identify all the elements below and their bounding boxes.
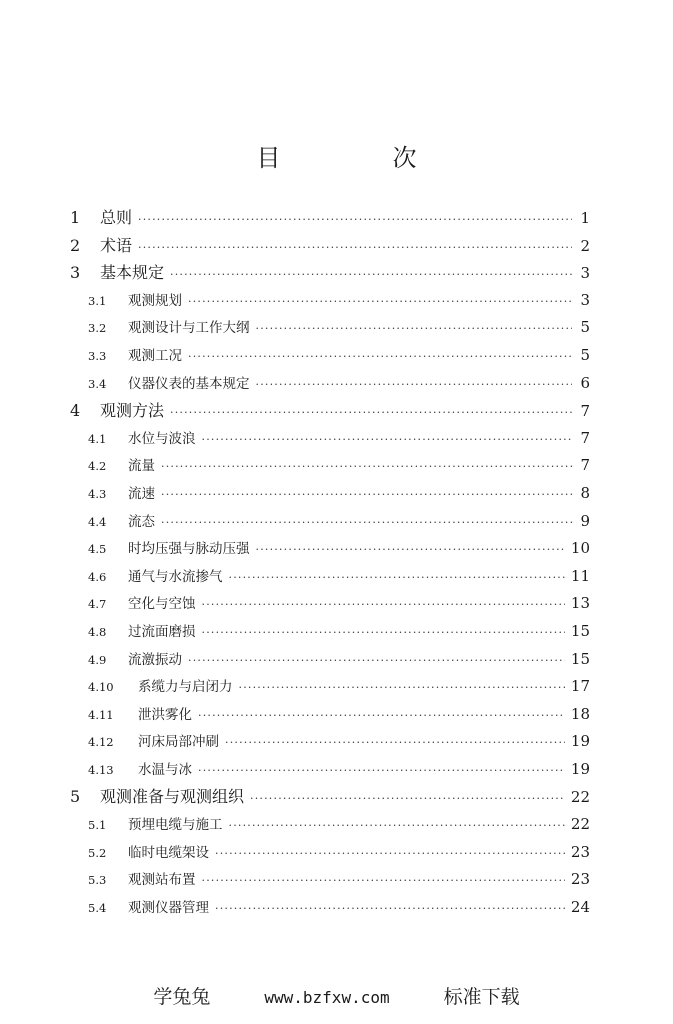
toc-page-number: 23: [570, 842, 590, 861]
toc-dot-leader: [215, 895, 565, 923]
toc-title: 预埋电缆与施工: [128, 817, 223, 834]
toc-dot-leader: [239, 674, 565, 702]
toc-dot-leader: [256, 371, 573, 399]
toc-page-number: 19: [570, 759, 590, 778]
toc-section-row[interactable]: [70, 839, 590, 867]
toc-title: 观测设计与工作大纲: [128, 320, 250, 337]
toc-section-row[interactable]: [70, 425, 590, 453]
toc-section-row[interactable]: [70, 894, 590, 922]
toc-number: 4.2: [88, 459, 107, 474]
toc-dot-leader: [256, 536, 565, 564]
page-title: 目 次: [256, 144, 461, 172]
toc-dot-leader: [161, 509, 572, 537]
toc-page-number: 11: [570, 566, 590, 585]
toc-section-row[interactable]: [70, 673, 590, 701]
toc-page-number: 22: [570, 788, 590, 807]
toc-page-number: 2: [580, 236, 590, 255]
toc-number: 3.4: [88, 376, 107, 391]
toc-page-number: 15: [570, 649, 590, 668]
toc-title: 流速: [128, 485, 155, 502]
toc-dot-leader: [198, 702, 565, 730]
toc-number: 4.7: [88, 597, 107, 612]
toc-section-row[interactable]: [70, 287, 590, 315]
toc-title: 总则: [100, 208, 133, 227]
toc-number: 3: [70, 263, 81, 283]
toc-section-row[interactable]: [70, 866, 590, 894]
toc-section-row[interactable]: [70, 563, 590, 591]
toc-title: 流态: [128, 513, 155, 530]
toc-dot-leader: [188, 343, 572, 371]
toc-number: 4: [70, 401, 81, 421]
toc-dot-leader: [188, 647, 565, 675]
toc-section-row[interactable]: [70, 646, 590, 674]
toc-number: 4.13: [88, 762, 114, 777]
toc-title: 观测准备与观测组织: [100, 787, 245, 807]
toc-dot-leader: [161, 481, 572, 509]
toc-chapter-row[interactable]: [70, 232, 590, 260]
toc-title: 观测方法: [100, 401, 165, 421]
toc-title: 河床局部冲刷: [138, 734, 219, 751]
toc-page-number: 19: [570, 732, 590, 751]
toc-title: 系缆力与启闭力: [138, 679, 233, 696]
footer-site-name: 学兔兔: [153, 986, 211, 1008]
toc-title: 观测工况: [128, 347, 182, 364]
footer-url[interactable]: www.bzfxw.com: [264, 988, 390, 1007]
toc-dot-leader: [188, 288, 572, 316]
toc-section-row[interactable]: [70, 701, 590, 729]
toc-title: 水位与波浪: [128, 430, 196, 447]
toc-number: 4.6: [88, 569, 107, 584]
toc-page-number: 15: [570, 621, 590, 640]
toc-number: 5.2: [88, 845, 107, 860]
toc-page-number: 9: [580, 511, 590, 530]
toc-title: 观测站布置: [128, 872, 196, 889]
toc-number: 4.11: [88, 707, 114, 722]
toc-title: 空化与空蚀: [128, 596, 196, 613]
toc-section-row[interactable]: [70, 756, 590, 784]
toc-chapter-row[interactable]: [70, 204, 590, 232]
toc-dot-leader: [225, 729, 565, 757]
toc-title: 泄洪雾化: [138, 706, 192, 723]
toc-dot-leader: [229, 564, 565, 592]
toc-number: 4.12: [88, 735, 114, 750]
toc-dot-leader: [202, 426, 573, 454]
toc-section-row[interactable]: [70, 618, 590, 646]
toc-number: 5.4: [88, 900, 107, 915]
toc-page-number: 23: [570, 870, 590, 889]
toc-page-number: 17: [570, 677, 590, 696]
toc-number: 4.3: [88, 486, 107, 501]
toc-dot-leader: [202, 619, 565, 647]
toc-page-number: 8: [580, 483, 590, 502]
toc-title: 观测仪器管理: [128, 899, 209, 916]
toc-section-row[interactable]: [70, 728, 590, 756]
toc-title: 时均压强与脉动压强: [128, 541, 250, 558]
toc-dot-leader: [161, 453, 572, 481]
toc-number: 3.2: [88, 321, 107, 336]
toc-number: 3.1: [88, 293, 107, 308]
toc-number: 5: [70, 787, 81, 807]
table-of-contents: [70, 204, 590, 921]
toc-dot-leader: [229, 812, 565, 840]
toc-title: 水温与冰: [138, 761, 192, 778]
toc-dot-leader: [202, 591, 565, 619]
toc-section-row[interactable]: [70, 342, 590, 370]
toc-dot-leader: [170, 261, 572, 289]
toc-chapter-row[interactable]: [70, 397, 590, 425]
toc-title: 过流面磨损: [128, 623, 196, 640]
toc-page-number: 10: [570, 539, 590, 558]
toc-page-number: 1: [580, 209, 590, 227]
toc-number: 1: [70, 208, 81, 227]
toc-title: 通气与水流掺气: [128, 568, 223, 585]
toc-number: 4.1: [88, 431, 107, 446]
toc-section-row[interactable]: [70, 535, 590, 563]
toc-number: 4.8: [88, 624, 107, 639]
toc-page-number: 7: [580, 456, 590, 475]
toc-title: 观测规划: [128, 292, 182, 309]
toc-page-number: 5: [580, 345, 590, 364]
footer-tagline: 标准下载: [443, 986, 520, 1008]
toc-page-number: 22: [570, 815, 590, 834]
toc-dot-leader: [198, 757, 565, 785]
toc-page-number: 13: [570, 594, 590, 613]
toc-title: 流激振动: [128, 651, 182, 668]
toc-title: 基本规定: [100, 263, 165, 283]
toc-number: 4.9: [88, 652, 107, 667]
toc-number: 3.3: [88, 348, 107, 363]
toc-page-number: 3: [580, 264, 590, 283]
toc-number: 5.1: [88, 818, 107, 833]
toc-section-row[interactable]: [70, 452, 590, 480]
toc-page-number: 18: [570, 704, 590, 723]
toc-page-number: 5: [580, 318, 590, 337]
toc-number: 5.3: [88, 873, 107, 888]
toc-page-number: 6: [580, 373, 590, 392]
toc-number: 4.4: [88, 514, 107, 529]
toc-title: 术语: [100, 235, 133, 255]
toc-dot-leader: [202, 867, 565, 895]
toc-number: 4.5: [88, 542, 107, 557]
toc-section-row[interactable]: [70, 508, 590, 536]
toc-page-number: 24: [570, 897, 590, 916]
toc-section-row[interactable]: [70, 314, 590, 342]
toc-chapter-row[interactable]: [70, 783, 590, 811]
toc-dot-leader: [138, 234, 572, 262]
toc-chapter-row[interactable]: [70, 259, 590, 287]
toc-page-number: 7: [580, 428, 590, 447]
toc-dot-leader: [138, 206, 572, 234]
toc-title: 仪器仪表的基本规定: [128, 375, 250, 392]
toc-page-number: 3: [580, 290, 590, 309]
toc-section-row[interactable]: [70, 811, 590, 839]
toc-title: 流量: [128, 458, 155, 475]
toc-dot-leader: [250, 785, 565, 813]
toc-section-row[interactable]: [70, 590, 590, 618]
toc-number: 2: [70, 235, 81, 255]
toc-section-row[interactable]: [70, 370, 590, 398]
toc-title: 临时电缆架设: [128, 844, 209, 861]
toc-dot-leader: [256, 315, 573, 343]
toc-dot-leader: [215, 840, 565, 868]
toc-dot-leader: [170, 399, 572, 427]
toc-page-number: 7: [580, 402, 590, 421]
toc-section-row[interactable]: [70, 480, 590, 508]
footer-watermark: [0, 982, 673, 1009]
toc-number: 4.10: [88, 680, 114, 695]
